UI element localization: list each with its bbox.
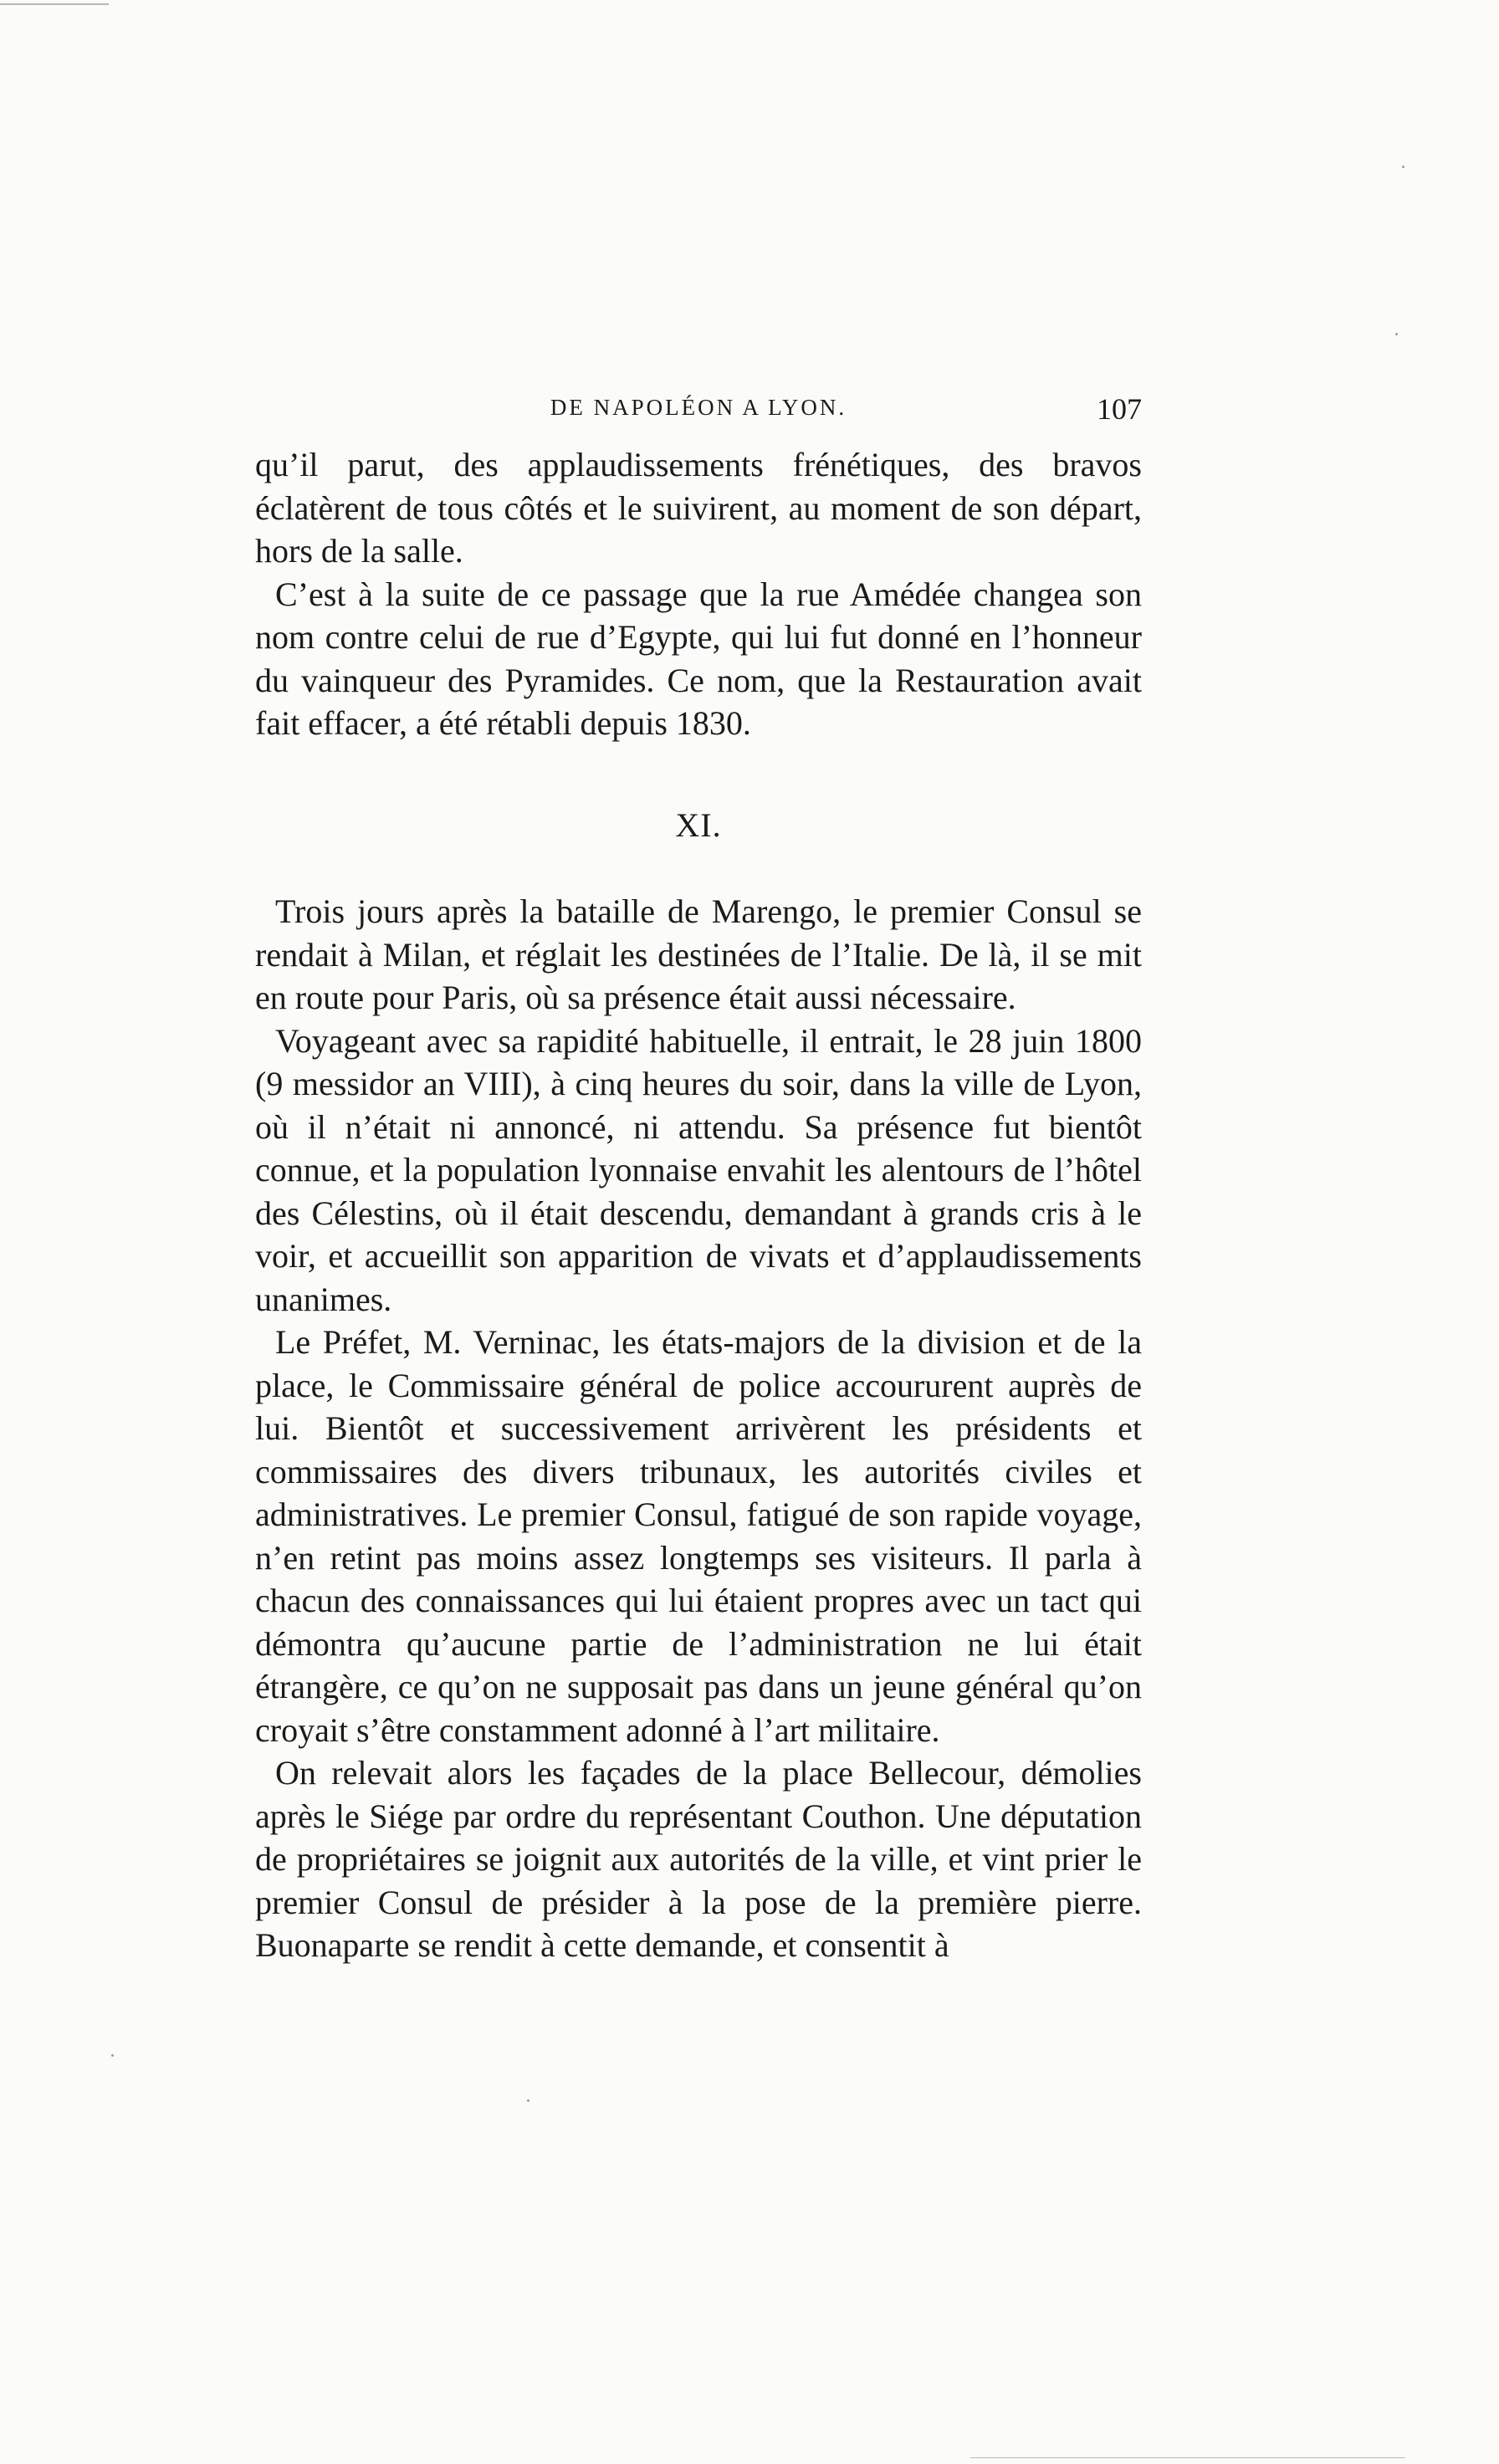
scan-speck	[111, 2054, 114, 2057]
paragraph: On relevait alors les façades de la place Bellecour, démolies après le Siége par ordre du représentant Couthon. Une députation de propriétaires se joignit aux autorités de la ville, et vint prier le premier Consul de présider à la pose de la première pierre. Buonaparte se rendit à cette demande, et consentit à	[255, 1754, 1142, 1964]
running-title: DE NAPOLÉON A LYON.	[550, 395, 847, 420]
running-head	[255, 391, 1142, 433]
scan-speck	[1395, 333, 1398, 335]
scan-artifact-top	[0, 3, 109, 5]
scan-artifact-bottom	[970, 2457, 1405, 2458]
paragraph: Le Préfet, M. Verninac, les états-majors de la division et de la place, le Commissaire général de police accoururent auprès de lui. Bientôt et successivement arrivèrent les présidents et commissaires des divers tribunaux, les autorités civiles et administratives. Le premier Consul, fatigué de son rapide voyage, n’en retint pas moins assez longtemps ses visiteurs. Il parla à chacun des connaissances qui lui étaient propres avec un tact qui démontra qu’aucune partie de l’administration ne lui était étrangère, ce qu’on ne supposait pas dans un jeune général qu’on croyait s’être constamment adonné à l’art militaire.	[255, 1323, 1142, 1749]
scan-speck	[527, 2099, 530, 2102]
paragraph: qu’il parut, des applaudissements frénétiques, des bravos éclatèrent de tous côtés et le suivirent, au moment de son départ, hors de la salle.	[255, 446, 1142, 570]
page-number: 107	[1097, 392, 1142, 426]
paragraph: Trois jours après la bataille de Marengo, le premier Consul se rendait à Milan, et réglait les destinées de l’Italie. De là, il se mit en route pour Paris, où sa présence était aussi nécessaire.	[255, 892, 1142, 1016]
paragraph: Voyageant avec sa rapidité habituelle, il entrait, le 28 juin 1800 (9 messidor an VIII), à cinq heures du soir, dans la ville de Lyon, où il n’était ni annoncé, ni attendu. Sa présence fut bientôt connue, et la population lyonnaise envahit les alentours de l’hôtel des Célestins, où il était descendu, demandant à grands cris à le voir, et accueillit son apparition de vivats et d’applaudissements unanimes.	[255, 1021, 1142, 1318]
text-block	[255, 443, 1142, 1967]
section-heading: XI.	[675, 805, 722, 844]
scan-speck	[1402, 166, 1404, 168]
paragraph: C’est à la suite de ce passage que la rue Amédée changea son nom contre celui de rue d’Egypte, qui lui fut donné en l’honneur du vainqueur des Pyramides. Ce nom, que la Restauration avait fait effacer, a été rétabli depuis 1830.	[255, 575, 1142, 742]
